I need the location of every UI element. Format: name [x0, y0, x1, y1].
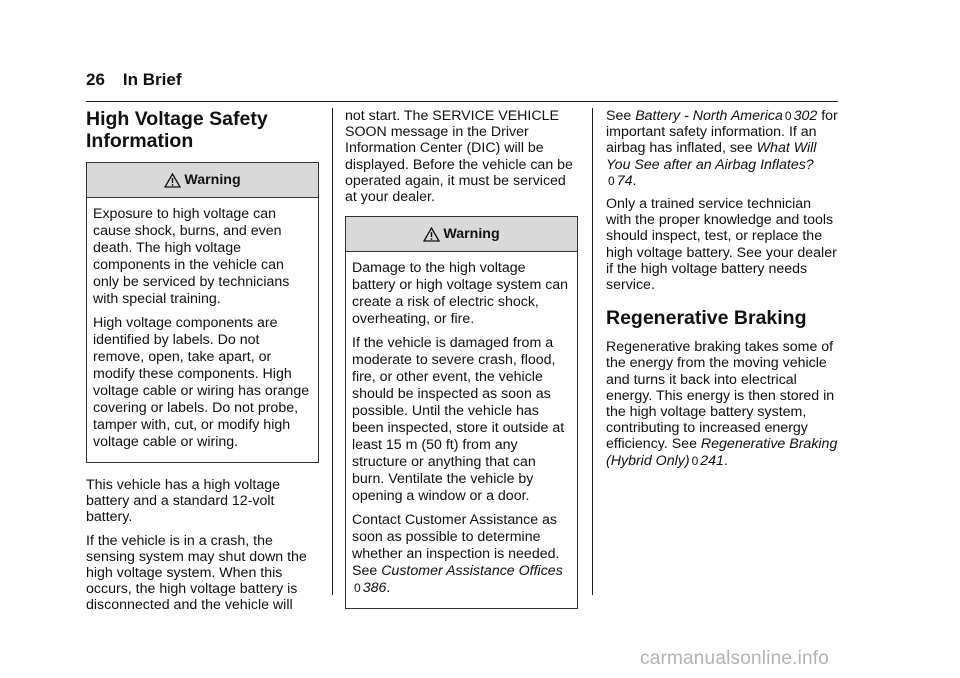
header-rule: [86, 101, 838, 102]
body-paragraph: Only a trained service technician with the proper knowledge and tools should inspect, test, or replace the high voltage battery. See your dealer if the high voltage battery needs service.: [606, 196, 837, 294]
section-heading-high-voltage: High Voltage Safety Information: [86, 108, 268, 152]
warning-box-1: [86, 162, 319, 463]
cross-reference-link[interactable]: Regenerative Braking (Hybrid Only): [606, 436, 838, 469]
column-1: [86, 108, 319, 621]
column-3: [606, 108, 839, 476]
warning-box-2: [345, 216, 578, 609]
warning-paragraph: Damage to the high voltage battery or high voltage system can create a risk of electric shock, overheating, or fire.: [352, 260, 569, 328]
warning-paragraph: High voltage components are identified by labels. Do not remove, open, take apart, or modify these components. High voltage cable or wiring has orange covering or labels. Do not probe, tamper with, cut, or modify high voltage cable or wiring.: [93, 315, 310, 450]
watermark: carmanualsonline.info: [640, 648, 830, 669]
column-divider-2: [592, 108, 593, 595]
page-ref-icon: 0: [784, 109, 792, 123]
cross-reference-link[interactable]: Battery - North America: [635, 108, 783, 124]
section-heading-regenerative-braking: Regenerative Braking: [606, 307, 807, 330]
warning-title: Warning: [184, 171, 241, 188]
warning-paragraph: Contact Customer Assistance as soon as possible to determine whether an inspection is needed. See Customer Assistance Offices 0 386.: [352, 512, 563, 597]
warning-title: Warning: [443, 226, 500, 243]
warning-paragraph: If the vehicle is damaged from a moderate to severe crash, flood, fire, or other event, the vehicle should be inspected as soon as possible. Until the vehicle has been inspected, store it outside at least 15 m (50 ft) from any structure or anything that can burn. Ventilate the vehicle by opening a window or a door.: [352, 335, 565, 505]
page-reference[interactable]: 302: [793, 108, 818, 124]
cross-reference-link[interactable]: What Will You See after an Airbag Inflates?: [606, 140, 817, 173]
body-paragraph: Regenerative braking takes some of the energy from the moving vehicle and turns it back into electrical energy. This energy is then stored in the high voltage battery system, contributing to increased energy efficiency. See Regenerative Braking (Hybrid Only) 0 241.: [606, 339, 838, 469]
page-header: [86, 70, 181, 90]
body-paragraph: If the vehicle is in a crash, the sensing system may shut down the high voltage system. When this occurs, the high voltage battery is disconnected and the vehicle will: [86, 532, 307, 614]
page-reference[interactable]: 241: [700, 452, 724, 469]
body-paragraph: not start. The SERVICE VEHICLE SOON message in the Driver Information Center (DIC) will be displayed. Before the vehicle can be operated again, it must be serviced at your dealer.: [345, 108, 573, 206]
page-ref-icon: 0: [691, 453, 699, 468]
body-paragraph: This vehicle has a high voltage battery and a standard 12-volt battery.: [86, 477, 281, 526]
page-number: 26: [86, 70, 105, 89]
warning-icon: [423, 227, 440, 242]
column-2: [345, 108, 578, 623]
column-divider-1: [332, 108, 333, 595]
section-title: In Brief: [122, 70, 182, 89]
warning-header: [87, 163, 318, 198]
page-reference[interactable]: 74: [616, 172, 633, 189]
cross-reference-link[interactable]: Customer Assistance Offices: [381, 563, 563, 580]
warning-icon: [164, 173, 181, 188]
body-paragraph: See Battery - North America 0 302 for important safety information. If an airbag has inflated, see What Will You See after an Airbag Inflates?0 74.: [606, 108, 838, 189]
warning-header: [346, 217, 577, 252]
warning-body: [87, 198, 318, 462]
page-ref-icon: 0: [354, 581, 361, 596]
page-reference[interactable]: 386: [362, 580, 387, 597]
warning-paragraph: Exposure to high voltage can cause shock, burns, and even death. The high voltage components in the vehicle can only be serviced by technicians with special training.: [93, 206, 290, 307]
page-ref-icon: 0: [608, 173, 615, 188]
warning-body: [346, 252, 577, 608]
